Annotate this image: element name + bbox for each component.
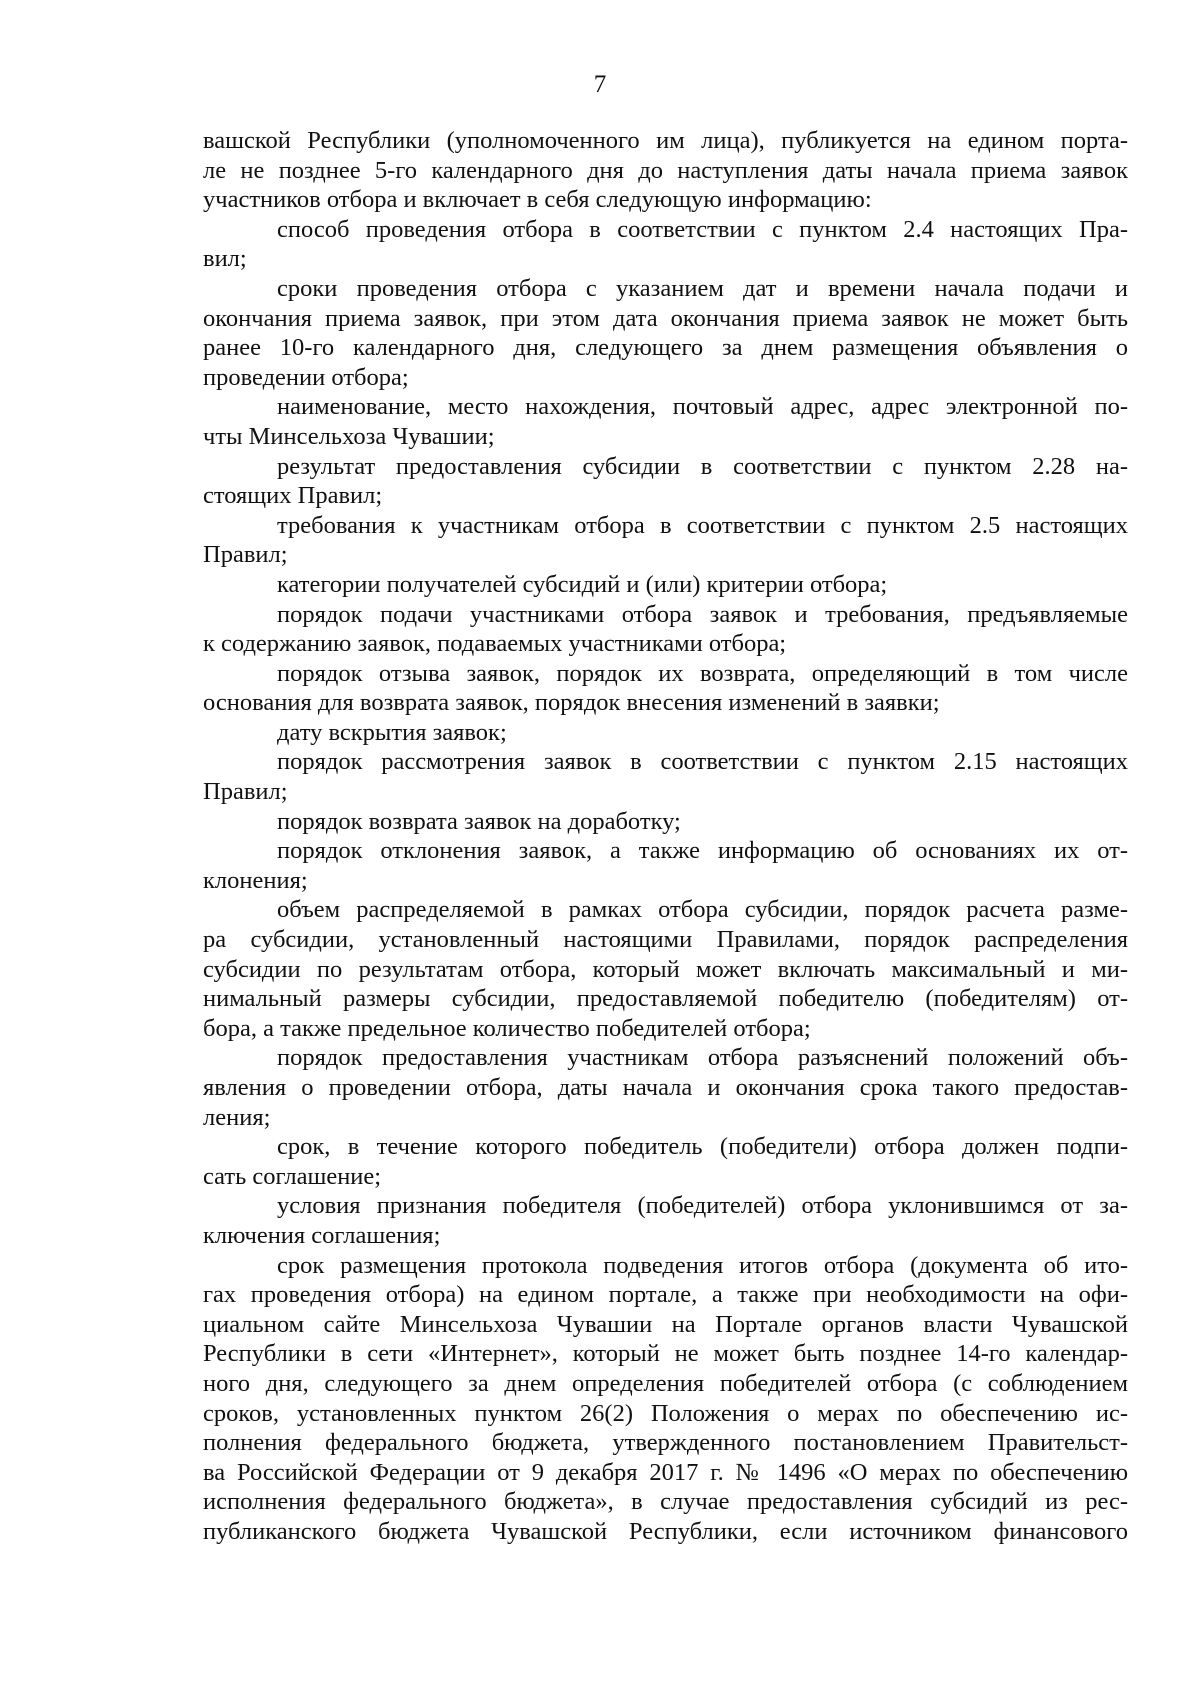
text-line: окончания приема заявок, при этом дата окончания приема заявок не может быть xyxy=(203,304,1128,332)
text-line: наименование, место нахождения, почтовый адрес, адрес электронной по- xyxy=(277,393,1128,421)
text-line: способ проведения отбора в соответствии с пунктом 2.4 настоящих Пра- xyxy=(277,215,1128,243)
text-line: нимальный размеры субсидии, предоставляемой победителю (победителям) от- xyxy=(203,985,1128,1013)
text-line: ва Российской Федерации от 9 декабря 2017 г. № 1496 «О мерах по обеспечению xyxy=(203,1458,1128,1486)
text-line: вашской Республики (уполномоченного им лица), публикуется на едином порта- xyxy=(203,127,1128,154)
text-line: сроков, установленных пунктом 26(2) Положения о мерах по обеспечению ис- xyxy=(203,1399,1128,1427)
text-line: порядок предоставления участникам отбора разъяснений положений объ- xyxy=(277,1044,1128,1072)
text-line: ления; xyxy=(203,1103,271,1131)
text-line: ного дня, следующего за днем определения победителей отбора (с соблюдением xyxy=(203,1369,1128,1397)
text-line: ранее 10-го календарного дня, следующего за днем размещения объявления о xyxy=(203,334,1128,362)
text-line: гах проведения отбора) на едином портале, а также при необходимости на офи- xyxy=(203,1281,1128,1309)
document-body xyxy=(203,126,1128,1547)
text-line: циальном сайте Минсельхоза Чувашии на Портале органов власти Чувашской xyxy=(203,1310,1128,1338)
text-line: порядок возврата заявок на доработку; xyxy=(277,807,681,835)
text-line: основания для возврата заявок, порядок внесения изменений в заявки; xyxy=(203,689,940,717)
text-line: полнения федерального бюджета, утвержденного постановлением Правительст- xyxy=(203,1429,1128,1457)
text-line: публиканского бюджета Чувашской Республики, если источником финансового xyxy=(203,1517,1128,1545)
text-line: порядок отзыва заявок, порядок их возврата, определяющий в том числе xyxy=(277,659,1128,687)
text-line: Республики в сети «Интернет», который не может быть позднее 14-го календар- xyxy=(203,1340,1128,1368)
text-line: требования к участникам отбора в соответствии с пунктом 2.5 настоящих xyxy=(277,511,1128,539)
text-line: Правил; xyxy=(203,778,288,806)
text-line: участников отбора и включает в себя следующую информацию: xyxy=(203,186,872,214)
text-line: сать соглашение; xyxy=(203,1162,382,1190)
text-line: чты Минсельхоза Чувашии; xyxy=(203,422,495,450)
text-line: сроки проведения отбора с указанием дат и времени начала подачи и xyxy=(277,274,1128,302)
text-line: Правил; xyxy=(203,541,288,569)
text-line: категории получателей субсидий и (или) критерии отбора; xyxy=(277,570,888,598)
text-line: порядок отклонения заявок, а также информацию об основаниях их от- xyxy=(277,837,1128,865)
text-line: субсидии по результатам отбора, который может включать максимальный и ми- xyxy=(203,955,1128,983)
text-line: срок размещения протокола подведения итогов отбора (документа об ито- xyxy=(277,1251,1128,1279)
text-line: ра субсидии, установленный настоящими Правилами, порядок распределения xyxy=(203,926,1128,954)
text-line: ключения соглашения; xyxy=(203,1221,441,1249)
text-line: клонения; xyxy=(203,866,308,894)
text-line: порядок рассмотрения заявок в соответствии с пунктом 2.15 настоящих xyxy=(277,748,1128,776)
text-line: стоящих Правил; xyxy=(203,482,383,510)
text-line: к содержанию заявок, подаваемых участниками отбора; xyxy=(203,630,787,658)
text-line: срок, в течение которого победитель (победители) отбора должен подпи- xyxy=(277,1133,1128,1161)
text-line: ле не позднее 5-го календарного дня до наступления даты начала приема заявок xyxy=(203,156,1128,184)
page-number: 7 xyxy=(593,71,607,98)
text-line: объем распределяемой в рамках отбора субсидии, порядок расчета разме- xyxy=(277,896,1128,924)
text-line: бора, а также предельное количество победителей отбора; xyxy=(203,1014,811,1042)
text-line: дату вскрытия заявок; xyxy=(277,718,507,746)
text-line: условия признания победителя (победителей) отбора уклонившимся от за- xyxy=(277,1192,1128,1220)
text-line: результат предоставления субсидии в соответствии с пунктом 2.28 на- xyxy=(277,452,1128,480)
text-line: явления о проведении отбора, даты начала и окончания срока такого предостав- xyxy=(203,1074,1128,1101)
text-line: порядок подачи участниками отбора заявок и требования, предъявляемые xyxy=(277,600,1128,628)
text-line: вил; xyxy=(203,245,247,273)
text-line: исполнения федерального бюджета», в случае предоставления субсидий из рес- xyxy=(203,1488,1128,1516)
text-line: проведении отбора; xyxy=(203,363,409,391)
